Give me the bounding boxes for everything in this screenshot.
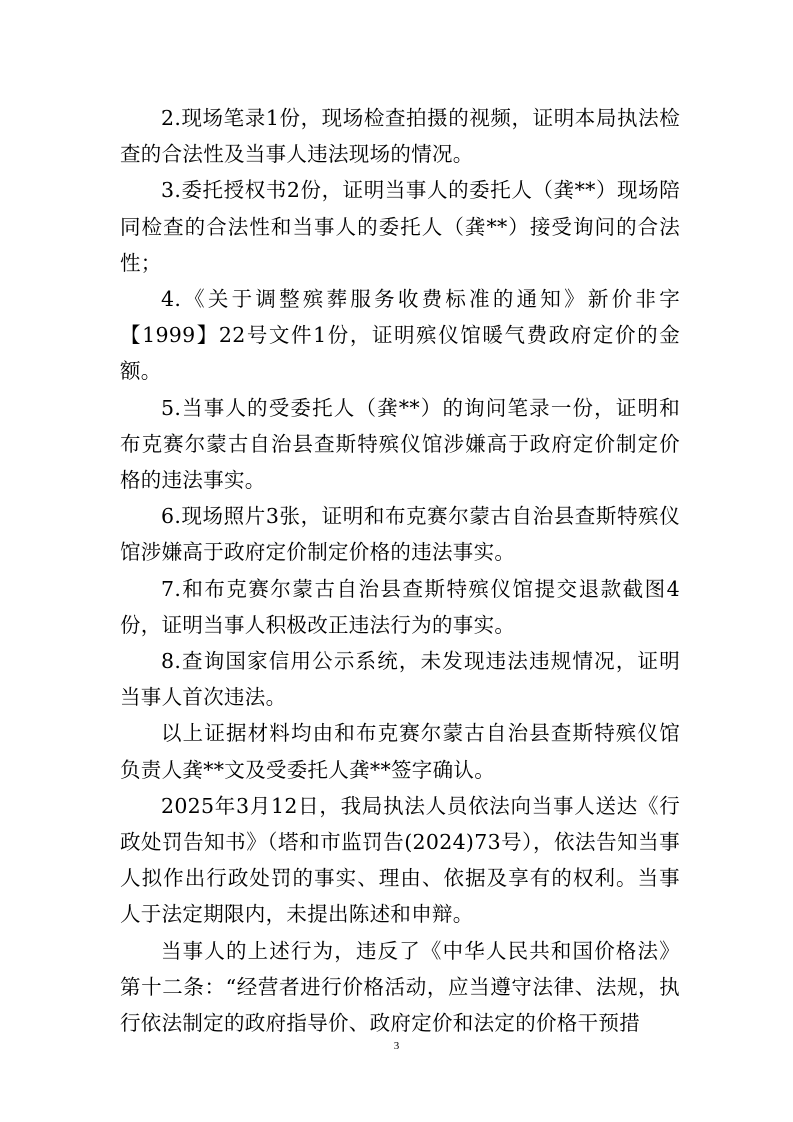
evidence-item-4: 4.《关于调整殡葬服务收费标准的通知》新价非字【1999】22号文件1份，证明殡仪馆暖气费政府定价的金额。 [120,287,680,384]
evidence-item-5: 5.当事人的受委托人（龚**）的询问笔录一份，证明和布克赛尔蒙古自治县查斯特殡仪馆涉嫌高于政府定价制定价格的违法事实。 [120,395,680,493]
evidence-confirmation-paragraph: 以上证据材料均由和布克赛尔蒙古自治县查斯特殡仪馆负责人龚**文及受委托人龚**签字确认。 [120,721,680,782]
evidence-item-6: 6.现场照片3张，证明和布克赛尔蒙古自治县查斯特殡仪馆涉嫌高于政府定价制定价格的违法事实。 [120,504,680,565]
page-number: 3 [393,1040,400,1052]
evidence-item-3: 3.委托授权书2份，证明当事人的委托人（龚**）现场陪同检查的合法性和当事人的委托人（龚**）接受询问的合法性； [120,178,680,275]
evidence-item-7: 7.和布克赛尔蒙古自治县查斯特殡仪馆提交退款截图4份，证明当事人积极改正违法行为的事实。 [120,576,680,637]
evidence-item-8: 8.查询国家信用公示系统，未发现违法违规情况，证明当事人首次违法。 [120,649,680,710]
evidence-item-2: 2.现场笔录1份，现场检查拍摄的视频，证明本局执法检查的合法性及当事人违法现场的情况。 [120,106,680,167]
document-body [120,100,680,1041]
notice-delivery-paragraph: 2025年3月12日，我局执法人员依法向当事人送达《行政处罚告知书》（塔和市监罚告(2024)73号），依法告知当事人拟作出行政处罚的事实、理由、依据及享有的权利。当事人于法定期限内，未提出陈述和申辩。 [120,793,680,927]
violation-paragraph: 当事人的上述行为，违反了《中华人民共和国价格法》第十二条：“经营者进行价格活动，应当遵守法律、法规，执行依法制定的政府指导价、政府定价和法定的价格干预措 [120,938,680,1036]
